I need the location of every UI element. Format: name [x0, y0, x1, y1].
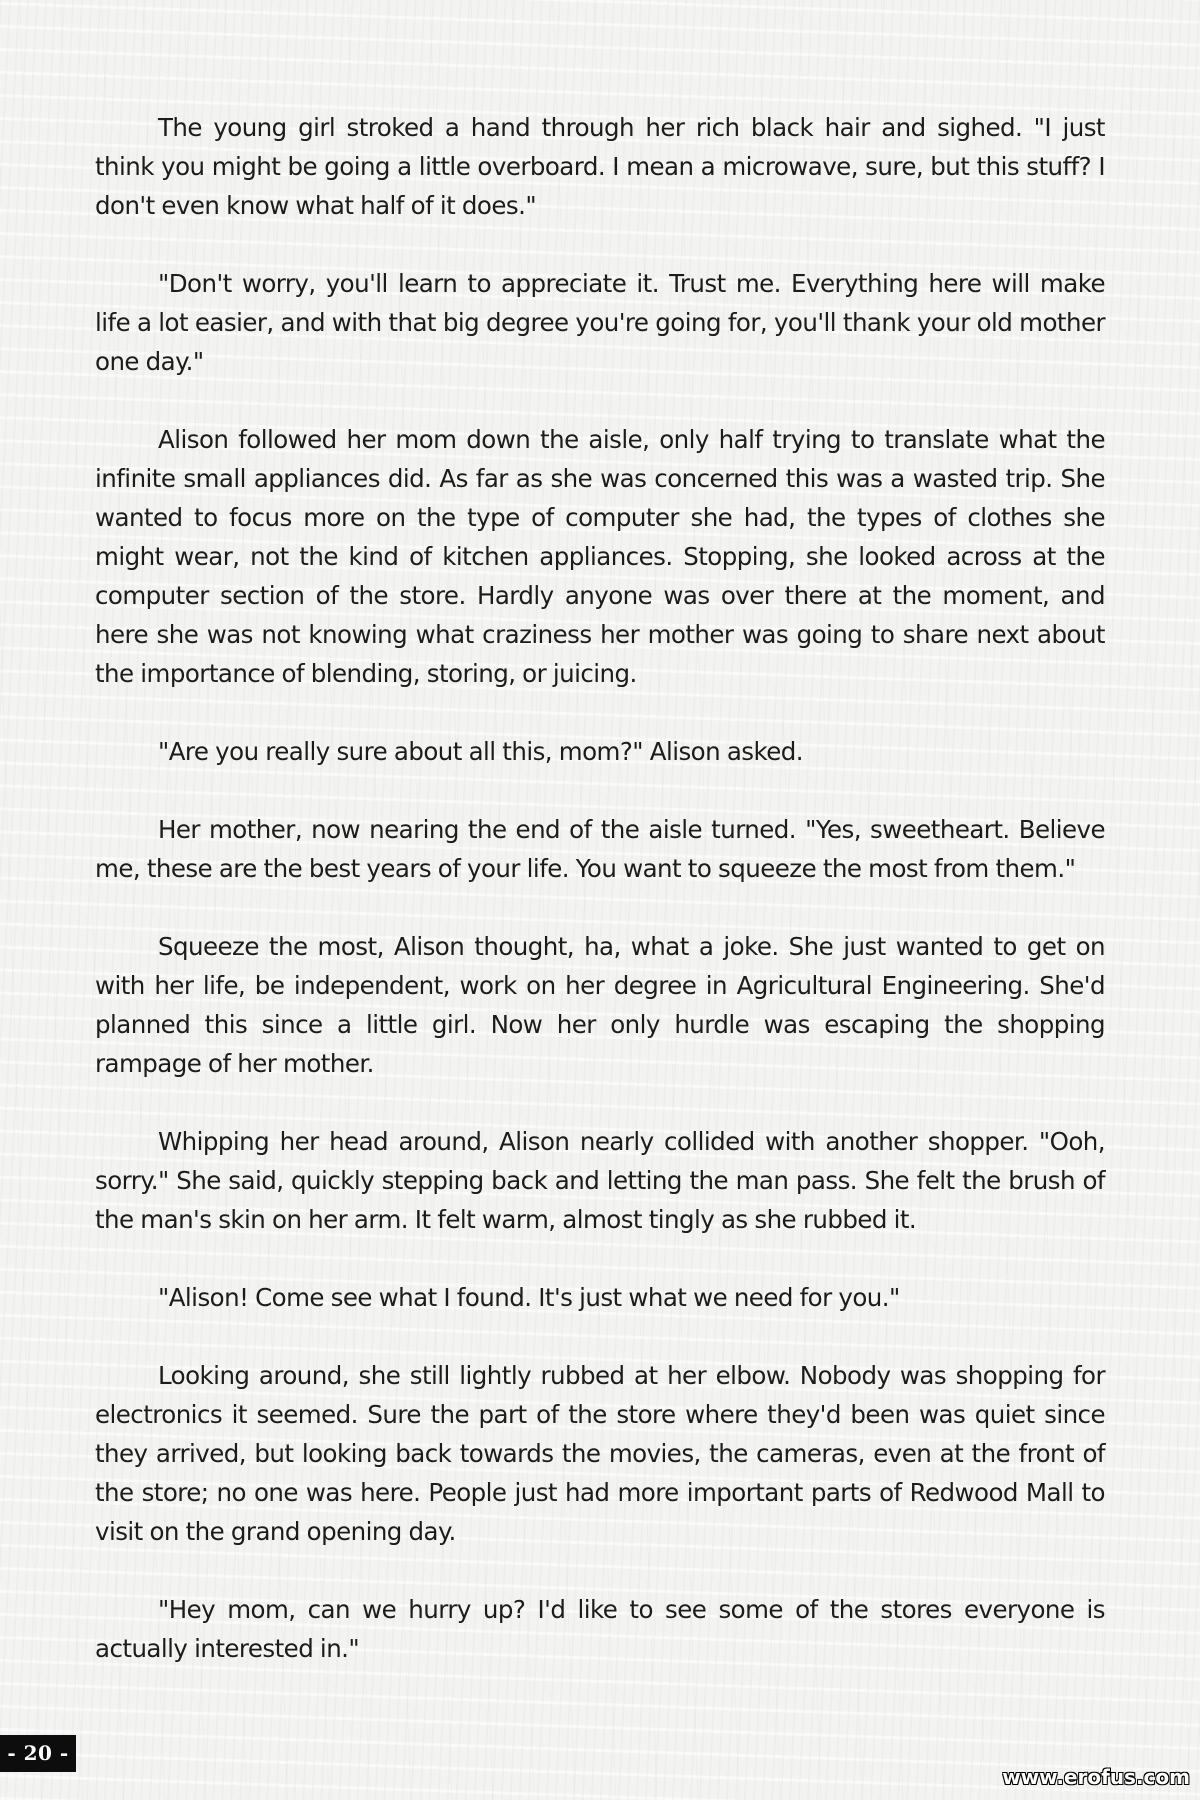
paragraph: Looking around, she still lightly rubbed at her elbow. Nobody was shopping for electronics it seemed. Sure the part of the store where they'd been was quiet since they arrived, but looking back towards the movies, the cameras, even at the front of the store; no one was here. People just had more important parts of Redwood Mall to visit on the grand opening day.	[95, 1361, 1105, 1546]
page-number-badge: - 20 -	[0, 1735, 76, 1772]
paragraph: "Alison! Come see what I found. It's just what we need for you."	[158, 1283, 900, 1312]
paragraph: Squeeze the most, Alison thought, ha, what a joke. She just wanted to get on with her life, be independent, work on her degree in Agricultural Engineering. She'd planned this since a little girl. Now her only hurdle was escaping the shopping rampage of her mother.	[95, 932, 1105, 1078]
paragraph: Alison followed her mom down the aisle, only half trying to translate what the infinite small appliances did. As far as she was concerned this was a wasted trip. She wanted to focus more on the type of computer she had, the types of clothes she might wear, not the kind of kitchen appliances. Stopping, she looked across at the computer section of the store. Hardly anyone was over there at the moment, and here she was not knowing what craziness her mother was going to share next about the importance of blending, storing, or juicing.	[95, 425, 1105, 688]
paragraph: The young girl stroked a hand through her rich black hair and sighed. "I just think you might be going a little overboard. I mean a microwave, sure, but this stuff? I don't even know what half of it does."	[95, 113, 1105, 220]
page-text	[95, 108, 1105, 1668]
watermark: www.erofus.com	[1002, 1765, 1190, 1789]
paragraph: Her mother, now nearing the end of the aisle turned. "Yes, sweetheart. Believe me, these are the best years of your life. You want to squeeze the most from them."	[95, 815, 1105, 883]
paragraph: "Are you really sure about all this, mom?" Alison asked.	[158, 737, 804, 766]
paragraph: Whipping her head around, Alison nearly collided with another shopper. "Ooh, sorry." She said, quickly stepping back and letting the man pass. She felt the brush of the man's skin on her arm. It felt warm, almost tingly as she rubbed it.	[95, 1127, 1105, 1234]
paragraph: "Hey mom, can we hurry up? I'd like to see some of the stores everyone is actually interested in."	[95, 1595, 1105, 1663]
paragraph: "Don't worry, you'll learn to appreciate it. Trust me. Everything here will make life a lot easier, and with that big degree you're going for, you'll thank your old mother one day."	[95, 269, 1105, 376]
